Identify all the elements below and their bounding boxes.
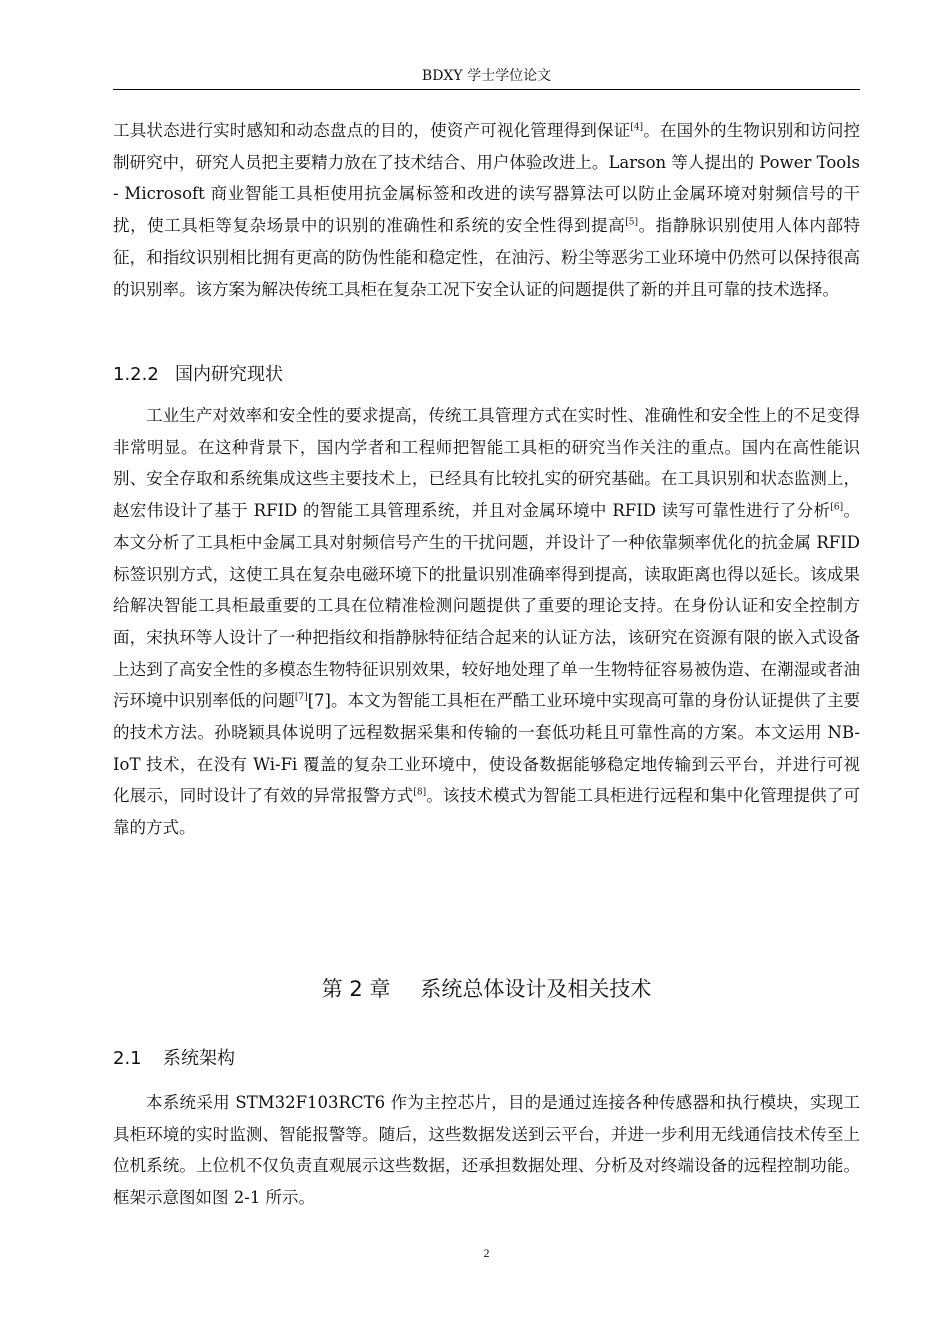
chapter-heading <box>113 973 860 1005</box>
section-heading-1-2-2 <box>113 362 283 388</box>
text-run: 。该技术模式为智能工具柜进行远程和集中化管理提供了可靠的方式。 <box>113 786 860 838</box>
text-run: [7]。本文为智能工具柜在严酷工业环境中实现高可靠的身份认证提供了主要的技术方法。孙晓颖具体说明了远程数据采集和传输的一套低功耗且可靠性高的方案。本文运用 NB-IoT 技术，在没有 Wi-Fi 覆盖的复杂工业环境中，使设备数据能够稳定地传输到云平台，并进行可视化展示，同时设计了有效的异常报警方式 <box>113 691 861 806</box>
paragraph-foreign-research-cont <box>113 115 860 305</box>
paragraph-text: 本系统采用 STM32F103RCT6 作为主控芯片，目的是通过连接各种传感器和执行模块，实现工具柜环境的实时监测、智能报警等。随后，这些数据发送到云平台，并进一步利用无线通信技术传至上位机系统。上位机不仅负责直观展示这些数据，还承担数据处理、分析及对终端设备的远程控制功能。框架示意图如图 2-1 所示。 <box>113 1093 860 1208</box>
section-title: 国内研究现状 <box>175 364 283 385</box>
text-run: 。指静脉识别使用人体内部特征，和指纹识别相比拥有更高的防伪性能和稳定性，在油污、粉尘等恶劣工业环境中仍然可以保持很高的识别率。该方案为解决传统工具柜在复杂工况下安全认证的问题提供了新的并且可靠的技术选择。 <box>113 216 861 299</box>
page-number: 2 <box>483 1246 490 1260</box>
section-number: 1.2.2 <box>113 364 159 385</box>
citation-ref: [4] <box>630 122 644 133</box>
chapter-title: 系统总体设计及相关技术 <box>420 977 652 1001</box>
chapter-number: 第 2 章 <box>321 977 391 1001</box>
text-run: 工业生产对效率和安全性的要求提高，传统工具管理方式在实时性、准确性和安全性上的不足变得非常明显。在这种背景下，国内学者和工程师把智能工具柜的研究当作关注的重点。国内在高性能识别、安全存取和系统集成这些主要技术上，已经具有比较扎实的研究基础。在工具识别和状态监测上，赵宏伟设计了基于 RFID 的智能工具管理系统，并且对金属环境中 RFID 读写可靠性进行了分析 <box>113 406 860 521</box>
section-number: 2.1 <box>113 1048 142 1069</box>
paragraph-domestic-research <box>113 400 860 844</box>
header-title: BDXY 学士学位论文 <box>421 68 552 84</box>
paragraph-text <box>113 115 860 305</box>
page-header <box>113 63 860 90</box>
paragraph-system-architecture <box>113 1087 860 1214</box>
section-title: 系统架构 <box>163 1048 235 1069</box>
citation-ref: [7] <box>294 692 308 703</box>
citation-ref: [5] <box>625 217 639 228</box>
section-heading-2-1 <box>113 1046 235 1072</box>
text-run: 工具状态进行实时感知和动态盘点的目的，使资产可视化管理得到保证 <box>113 121 631 140</box>
text-run: 。在国外的生物识别和访问控制研究中，研究人员把主要精力放在了技术结合、用户体验改进上。Larson 等人提出的 Power Tools - Microsoft 商业智能工具柜使用抗金属标签和改进的读写器算法可以防止金属环境对射频信号的干扰，使工具柜等复杂场景中的识别的准确性和系统的安全性得到提高 <box>113 121 860 236</box>
citation-ref: [8] <box>413 787 427 798</box>
citation-ref: [6] <box>830 502 844 513</box>
paragraph-text <box>113 400 860 844</box>
text-run: 。本文分析了工具柜中金属工具对射频信号产生的干扰问题，并设计了一种依靠频率优化的抗金属 RFID 标签识别方式，这使工具在复杂电磁环境下的批量识别准确率得到提高，读取距离也得以延长。该成果给解决智能工具柜最重要的工具在位精准检测问题提供了重要的理论支持。在身份认证和安全控制方面，宋执环等人设计了一种把指纹和指静脉特征结合起来的认证方法，该研究在资源有限的嵌入式设备上达到了高安全性的多模态生物特征识别效果，较好地处理了单一生物特征容易被伪造、在潮湿或者油污环境中识别率低的问题 <box>113 501 861 711</box>
